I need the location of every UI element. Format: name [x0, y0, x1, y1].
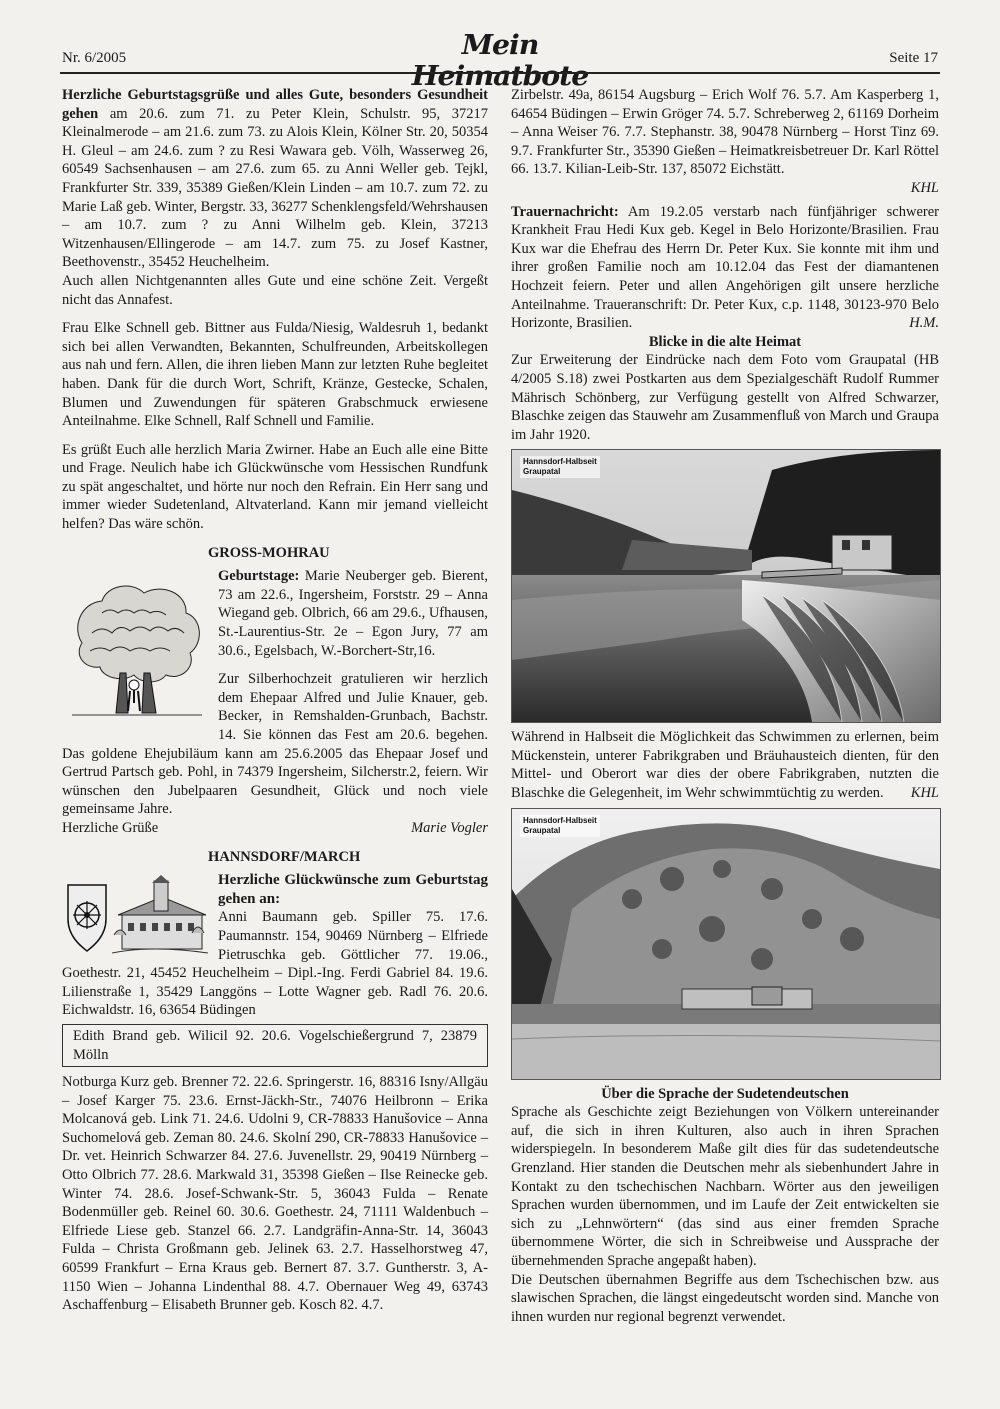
section-heading-gross-mohrau: GROSS-MOHRAU [208, 544, 330, 561]
birthday-greetings [62, 86, 488, 272]
obituary-notice [511, 203, 939, 333]
reader-question: Es grüßt Euch alle herzlich Maria Zwirner. Habe an Euch alle eine Bitte und Frage. Neulich habe ich Glückwünsche vom Hessischen Rundfunk zu spät angeschaltet, und hörte nur noch den Refrain. Ein Herr sang und immer wieder Sudetenland, Altvaterland. Kann mir jemand vielleicht helfen? Das wäre schön. [62, 441, 488, 533]
header-rule [60, 72, 940, 74]
section-heading-hannsdorf: HANNSDORF/MARCH [208, 848, 361, 865]
gross-mohrau-anniversaries: Zur Silberhochzeit gratulieren wir herzlich dem Ehepaar Alfred und Julie Knauer, geb. Becker, in Remshalden-Grunbach, Bachstr. 14. Sie können das Fest am 20.6. begehen. Das goldene Ehejubiläum kann am 25.6.2005 das Ehepaar Josef und Gertrud Partsch geb. Pohl, in 74379 Ingersheim, Silcherstr.2, feiern. Wir wünschen den Jubelpaaren Gesundheit, Glück und noch viele gemeinsame Jahre. [62, 671, 488, 818]
signature-author: Marie Vogler [411, 819, 488, 836]
birthday-greetings-lead: Herzliche Geburtstagsgrüße und alles Gute, besonders Gesundheit gehen [62, 87, 488, 122]
sprache-text: Sprache als Geschichte zeigt Beziehungen von Völkern untereinander auf, die sich in ihren Kulturen, also auch in ihren Sprachen widerspiegeln. In besonderem Maße gilt dies für das sudetendeutsche Grenzland. Hier standen die Deutschen mehr als siebenhundert Jahre in Kontakt zu den tschechischen Nachbarn. Wörter aus den jeweiligen Sprachen wurden übernommen, und im Laufe der Zeit entwickelten sie sich zu „Lehnwörtern“ (das sind aus einer fremden Sprache übernommene Wörter, die sich in Schreibweise und Aussprache der übernehmenden Sprache angepaßt haben). [511, 1104, 939, 1269]
section-heading-sprache: Über die Sprache der Sudetendeutschen [601, 1085, 849, 1102]
dam-weir-photo [511, 449, 941, 723]
birthdays-continued: Zirbelstr. 49a, 86154 Augsburg – Erich Wolf 76. 5.7. Am Kasperberg 1, 64654 Büdingen – Erwin Gröger 74. 5.7. Schreberweg 2, 61169 Dorheim – Anna Weiser 76. 7.7. Stephanstr. 38, 90478 Nürnberg – Horst Tinz 69. 9.7. Frankfurter Str., 35390 Gießen – Heimatkreisbetreuer Dr. Karl Röttel 66. 13.7. Kilian-Leib-Str. 137, 85072 Eichstätt. [511, 87, 939, 178]
masthead-title: Mein Heimatbote [411, 30, 589, 92]
photo1-caption [520, 456, 600, 478]
photo2-caption-line2: Graupatal [523, 825, 561, 835]
birthday-greetings-closing: Auch allen Nichtgenannten alles Gute und eine schöne Zeit. Vergeßt nicht das Annafest. [62, 272, 488, 308]
tree-illustration [62, 573, 210, 723]
left-column [62, 86, 488, 1315]
photo-description: Während in Halbseit die Möglichkeit das Schwimmen zu erlernen, beim Mückenstein, unterer Fabrikgraben und Bräuhausteich dienten, für den Mittel- und Oberort war dies der obere Fabrikgraben, nutzten die Blaschke die Gelegenheit, im Wehr schwimmtüchtig zu werden. [511, 729, 939, 802]
hannsdorf-birthdays: Anni Baumann geb. Spiller 75. 17.6. Paumannstr. 154, 90469 Nürnberg – Elfriede Pietruschka geb. Göttlicher 77. 19.06., Goethestr. 21, 45452 Heuchelheim – Dipl.-Ing. Ferdi Gabriel 84. 19.6. Lilienstraße 1, 35429 Langgöns – Lotte Wagner geb. Radl 76. 20.6. Eichwaldstr. 16, 63654 Büdingen [62, 909, 488, 1019]
sprache-text-continued: Die Deutschen übernahmen Begriffe aus dem Tschechischen bzw. aus slawischen Sprachen, die längst eingedeutscht worden sind. Manche von ihnen wurden nur regional begrenzt verwendet. [511, 1271, 939, 1325]
blicke-intro: Zur Erweiterung der Eindrücke nach dem Foto vom Graupatal (HB 4/2005 S.18) zwei Postkarten aus dem Spezialgeschäft Rudolf Rummer Mährisch Schönberg, zur Verfügung gestellt von Alfred Schwarzer, Blaschke zeigen das Stauwehr am Zusammenfluß von March und Graupa im Jahr 1920. [511, 352, 939, 443]
birthdays-signature: KHL [910, 179, 939, 196]
highlighted-birthday-box [62, 1024, 488, 1067]
highlighted-birthday-text: Edith Brand geb. Wilicil 92. 20.6. Vogelschießergrund 7, 23879 Mölln [73, 1027, 477, 1063]
photo1-caption-line2: Graupatal [523, 467, 561, 477]
photo-description-signature: KHL [910, 785, 939, 802]
hannsdorf-birthdays-continued: Notburga Kurz geb. Brenner 72. 22.6. Springerstr. 16, 88316 Isny/Allgäu – Josef Karger 75. 23.6. Ernst-Jäckh-Str., 74076 Heilbronn – Erika Molcanová geb. Link 71. 24.6. Udolni 9, CR-78833 Hanušovice – Anna Suchomelová geb. Zeman 80. 24.6. Skolní 290, CR-78833 Hanušovice – Dr. vet. Heinrich Schwarzer 84. 27.6. Juvenellstr. 29, 90419 Nürnberg – Otto Olbrich 77. 28.6. Markwald 31, 35398 Gießen – Ilse Reinecke geb. Winter 74. 28.6. Josef-Schwank-Str. 5, 36043 Fulda – Renate Bodenmüller geb. Reinel 60. 30.6. Goethestr. 24, 71111 Waldenbuch – Elfriede Liese geb. Stanzel 66. 2.7. Landgräfin-Anna-Str. 14, 36043 Fulda – Christa Großmann geb. Jelinek 63. 2.7. Hasselhorstweg 47, 60599 Frankfurt – Erna Kraus geb. Bernert 87. 3.7. Guntherstr. 3, A-1150 Wien – Johanna Lindenthal 88. 4.7. Obernauer Weg 49, 63743 Aschaffenburg – Elisabeth Brunner geb. Kosch 82. 4.7. [62, 1074, 488, 1314]
right-column [511, 86, 939, 1326]
gross-mohrau-signature [62, 819, 488, 838]
coat-of-arms-and-church-illustration [62, 875, 210, 957]
obituary-lead: Trauernachricht: [511, 203, 619, 220]
photo2-caption-line1: Hannsdorf-Halbseit [523, 815, 597, 825]
thanks-notice: Frau Elke Schnell geb. Bittner aus Fulda/Niesig, Waldesruh 1, bedankt sich bei allen Verwandten, Bekannten, Schulfreunden, Arbeitskollegen aus nah und fern. Allen, die ihren lieben Mann zur letzten Ruhe begleitet haben. Dank für die durch Wort, Schrift, Kränze, Gestecke, Schalen, Blumen und Zuwendungen für späteren Grabschmuck erwiesene Anteilnahme. Elke Schnell, Ralf Schnell und Familie. [62, 320, 488, 430]
photo1-caption-line1: Hannsdorf-Halbseit [523, 457, 597, 467]
gross-mohrau-birthdays-lead: Geburtstage: [218, 568, 300, 585]
section-heading-blicke: Blicke in die alte Heimat [648, 333, 802, 350]
birthday-greetings-text: am 20.6. zum 71. zu Peter Klein, Schulstr. 95, 37217 Kleinalmerode – am 21.6. zum 73. zu Alois Klein, Kölner Str. 20, 50354 H. Gleul – am 24.6. zum ? zu Resi Wawara geb. Völh, Wasserweg 26, 60549 Sachsenhausen – am 27.6. zum 65. zu Anni Weller geb. Tejkl, Frankfurter Str. 339, 35389 Gießen/Klein Linden – am 10.7. zum 72. zu Marie Laß geb. Winter, Bergstr. 33, 36277 Schenklengsfeld/Wehrshausen – am 10.7. zum ? zu Anni Wilhelm geb. Klein, 37213 Witzenhausen/Ellingerode – am 14.7. zum 75. zu Josef Kastner, Beethovenstr., 35452 Heuchelheim. [62, 105, 488, 271]
page-number: Seite 17 [889, 50, 938, 66]
hannsdorf-greeting-lead: Herzliche Glückwünsche zum Geburtstag gehen an: [218, 872, 488, 907]
signature-greeting: Herzliche Grüße [62, 819, 159, 836]
obituary-signature: H.M. [909, 315, 939, 332]
gross-mohrau-birthdays-text: Marie Neuberger geb. Bierent, 73 am 22.6., Ingersheim, Forststr. 29 – Anna Wiegand geb. Olbrich, 66 am 29.6., Ufhausen, St.-Laurentius-Str. 2e – Egon Jury, 77 am 30.6., Egelsbach, W.-Borchert-Str,16. [218, 568, 489, 659]
issue-number: Nr. 6/2005 [62, 50, 127, 66]
valley-landscape-photo [511, 808, 941, 1080]
photo2-caption [520, 815, 600, 837]
obituary-text: Am 19.2.05 verstarb nach fünfjähriger schwerer Krankheit Frau Hedi Kux geb. Kegel in Belo Horizonte/Brasilien. Frau Kux war die Ehefrau des Herrn Dr. Peter Kux. Sie konnte mit ihm und ihrer großen Familie noch am 10.12.04 das Fest der diamantenen Hochzeit feiern. Peter und allen Angehörigen gilt unsere herzliche Anteilnahme. Traueranschrift: Dr. Peter Kux, c.p. 1148, 30123-970 Belo Horizonte, Brasilien. [511, 203, 939, 332]
